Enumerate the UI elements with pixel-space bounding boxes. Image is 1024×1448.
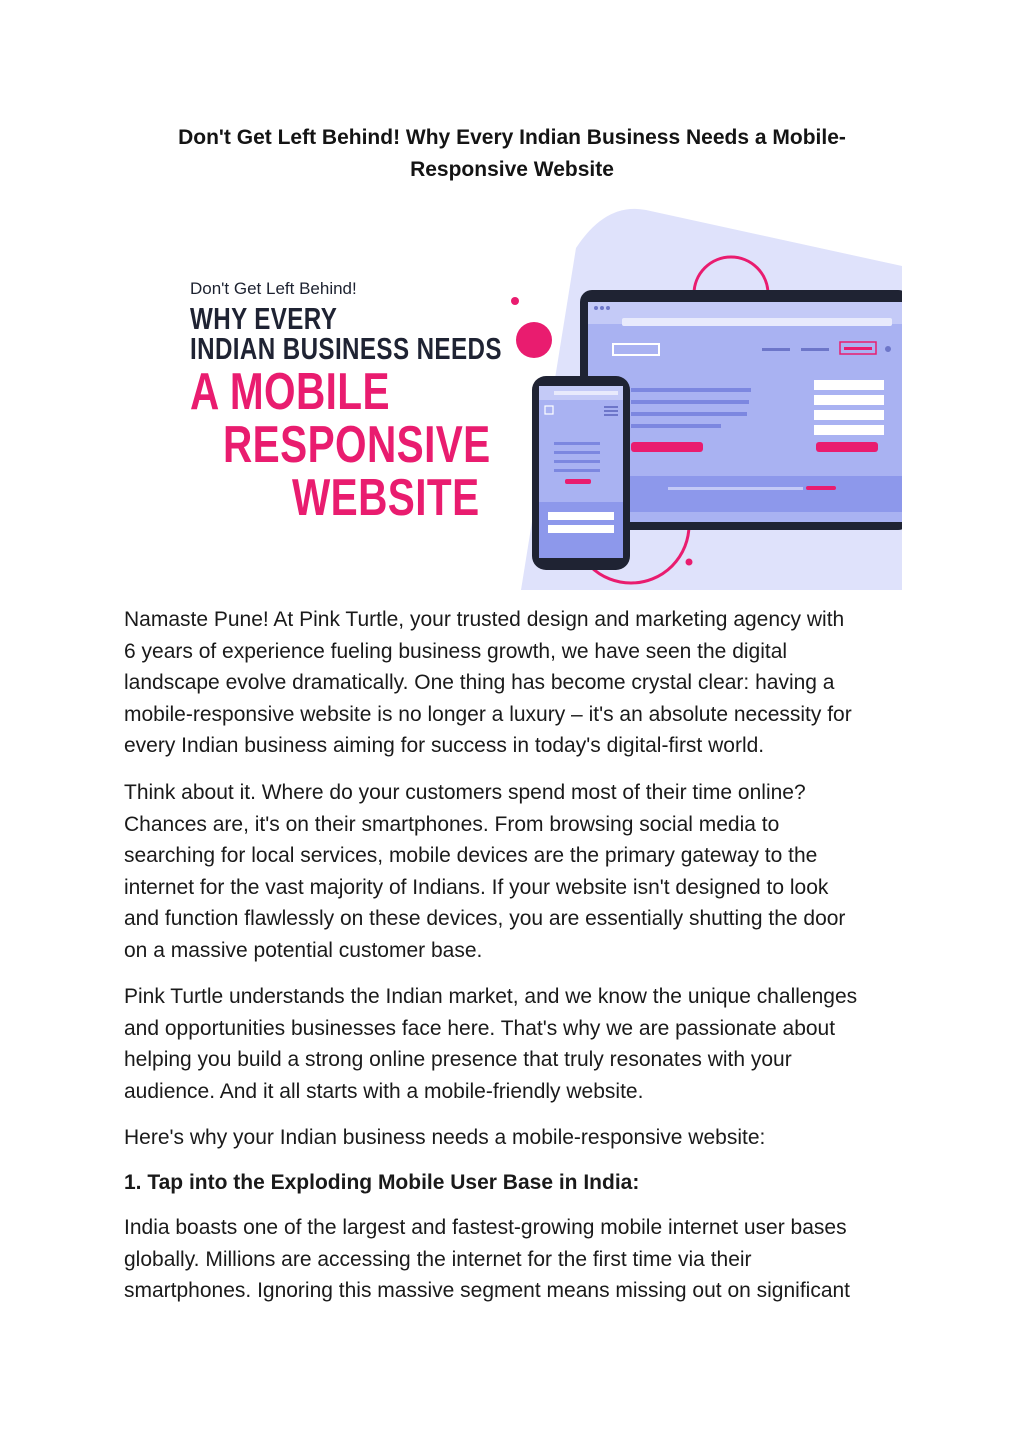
monitor-cta-button: [631, 442, 703, 452]
hero-line-1: WHY EVERY: [190, 301, 338, 336]
paragraph-line: helping you build a strong online presence that truly resonates with your: [124, 1048, 792, 1071]
paragraph-line: Think about it. Where do your customers spend most of their time online?: [124, 781, 806, 804]
section-heading-text: 1. Tap into the Exploding Mobile User Base in India:: [124, 1171, 640, 1194]
paragraph-line: landscape evolve dramatically. One thing has become crystal clear: having a: [124, 671, 835, 694]
paragraph-line: audience. And it all starts with a mobile-friendly website.: [124, 1079, 644, 1103]
hero-kicker: Don't Get Left Behind!: [190, 279, 357, 298]
paragraph-line: Here's why your Indian business needs a mobile-responsive website:: [124, 1126, 766, 1149]
hero-headline: [190, 206, 520, 590]
decor-dot-large: [516, 322, 552, 358]
monitor-footer-band: [588, 476, 902, 512]
hero-line-3: A MOBILE: [190, 363, 390, 421]
paragraph-line: Chances are, it's on their smartphones. From browsing social media to: [124, 812, 780, 836]
hero-line-2: INDIAN BUSINESS NEEDS: [190, 331, 502, 366]
document-title-line-1: Don't Get Left Behind! Why Every Indian Business Needs a Mobile-: [178, 126, 846, 149]
paragraph-heres-why: [124, 1122, 914, 1154]
paragraph-line: searching for local services, mobile devices are the primary gateway to the: [124, 844, 818, 867]
paragraph-line: and opportunities businesses face here. That's why we are passionate about: [124, 1016, 836, 1040]
paragraph-think: [124, 777, 914, 966]
document-title-line-2: Responsive Website: [410, 158, 614, 181]
decor-dot-tiny: [686, 559, 693, 566]
paragraph-line: every Indian business aiming for success in today's digital-first world.: [124, 734, 765, 757]
paragraph-line: Namaste Pune! At Pink Turtle, your trusted design and marketing agency with: [124, 608, 845, 631]
section-heading: [124, 1167, 914, 1199]
paragraph-line: and function flawlessly on these devices, you are essentially shutting the door: [124, 907, 846, 930]
phone-cta-button: [565, 479, 591, 484]
monitor-address-bar: [622, 318, 892, 326]
paragraph-intro: [124, 604, 914, 762]
hero-line-4: RESPONSIVE: [223, 416, 491, 474]
hero-line-5: WEBSITE: [292, 469, 480, 527]
paragraph-line: on a massive potential customer base.: [124, 938, 483, 962]
paragraph-line: smartphones. Ignoring this massive segment means missing out on significant: [124, 1279, 851, 1302]
paragraph-pink-turtle: [124, 981, 914, 1107]
monitor-form-field-1: [814, 380, 884, 390]
hero-illustration: [176, 206, 902, 590]
document-title: [160, 122, 864, 186]
paragraph-line: India boasts one of the largest and fastest-growing mobile internet user bases: [124, 1216, 847, 1239]
paragraph-line: internet for the vast majority of Indians. If your website isn't designed to look: [124, 875, 829, 899]
paragraph-line: 6 years of experience fueling business growth, we have seen the digital: [124, 639, 788, 663]
paragraph-line: mobile-responsive website is no longer a luxury – it's an absolute necessity for: [124, 702, 852, 726]
paragraph-section-1: [124, 1212, 914, 1307]
monitor-form-button: [816, 442, 878, 452]
paragraph-line: globally. Millions are accessing the internet for the first time via their: [124, 1247, 752, 1271]
paragraph-line: Pink Turtle understands the Indian market, and we know the unique challenges: [124, 985, 858, 1008]
